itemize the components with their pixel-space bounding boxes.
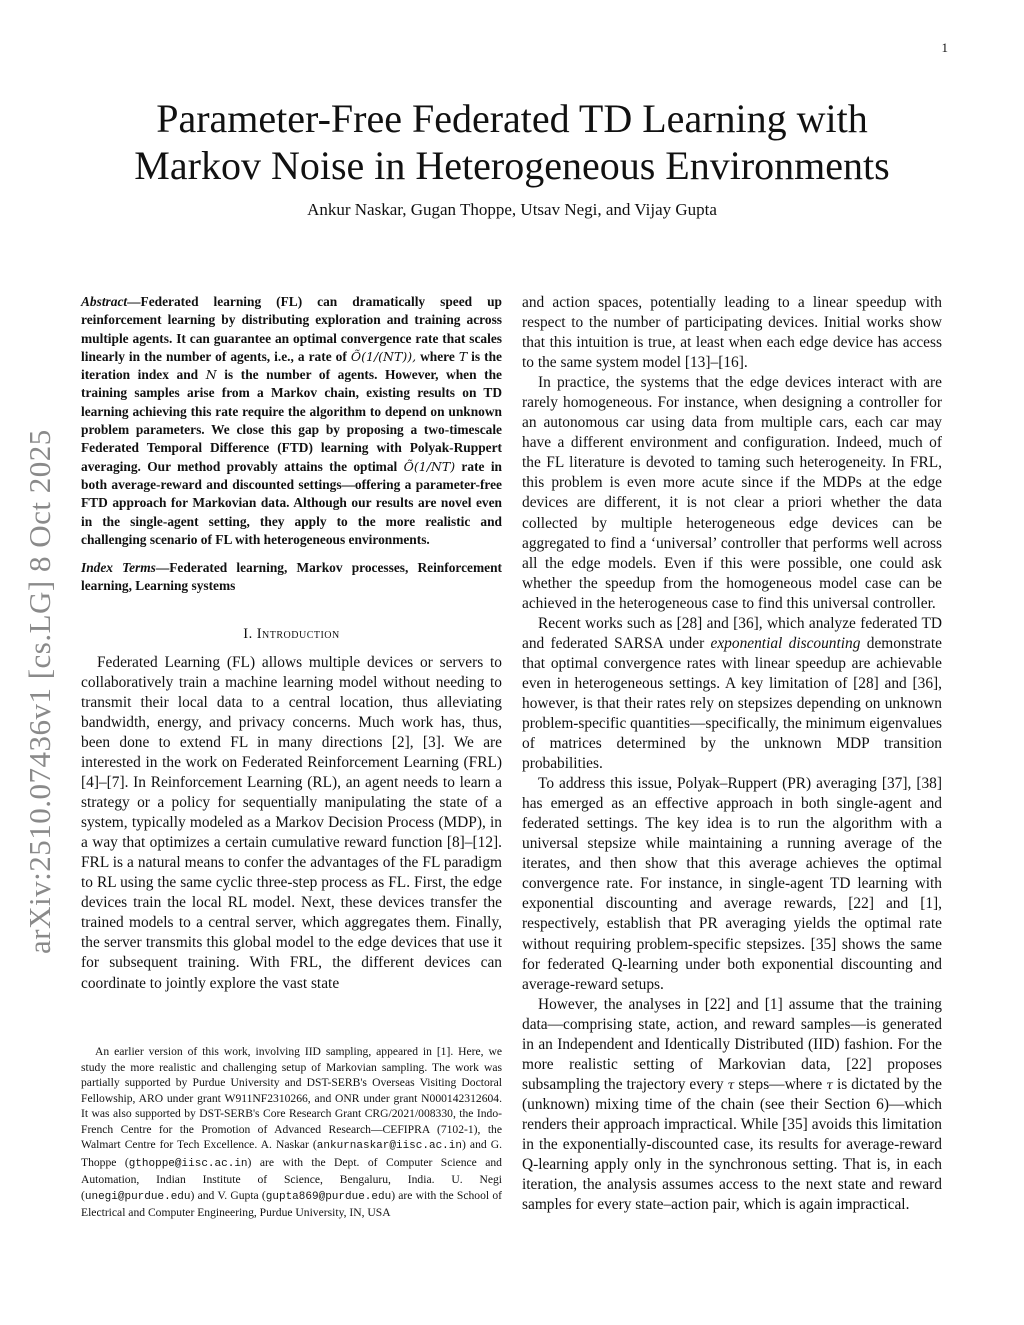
index-terms-text: —Federated learning, Markov processes, Reinforcement learning, Learning systems bbox=[81, 560, 503, 594]
text-run: Recent works such as [28] and [36], which analyze federated TD and federated SARSA under bbox=[522, 614, 942, 652]
math-rate: Õ(1/(NT)), bbox=[350, 348, 417, 364]
paragraph-continuation: and action spaces, potentially leading to a linear speedup with respect to the number of participating devices. Initial works show that this intuition is true, at least when each edge device has access to the same system model [13]–[16]. bbox=[522, 294, 942, 372]
footnote-text: ) are with the School of Electrical and Computer Engineering, Purdue University, IN, USA bbox=[81, 1188, 502, 1219]
paragraph-heterogeneity: In practice, the systems that the edge devices interact with are rarely homogeneous. For instance, when designing a controller for an autonomous car using data from multiple cars, each car may have a different environment and configuration. Indeed, much of the FL literature is devoted to taming such heterogeneity. In FRL, this problem is even more acute since if the MDPs at the edge devices are different, it is not clear a priori whether the data collected by multiple heterogeneous edge devices can be aggregated to find a ‘universal’ controller that performs well across all the edge models. Even if this were possible, one could ask whether the speedup from the homogeneous model case can be achieved in the heterogeneous case to find this universal controller. bbox=[522, 374, 942, 612]
math-T: T bbox=[458, 348, 468, 364]
abstract-text: —Federated learning (FL) can dramatically speed up reinforcement learning by distributing exploration and training across multiple agents. It can guarantee an optimal convergence rate that scales linearly in the number of agents, i.e., a rate of bbox=[81, 294, 502, 364]
footnote bbox=[81, 1044, 502, 1221]
right-column bbox=[522, 293, 942, 1215]
emphasis: exponential discounting bbox=[710, 634, 861, 652]
index-terms bbox=[81, 559, 502, 596]
footnote-text: ) and G. Thoppe ( bbox=[81, 1138, 503, 1169]
intro-paragraph: Federated Learning (FL) allows multiple devices or servers to collaboratively train a machine learning model without needing to transmit their local data to a central location, thus alleviating bandwidth, energy, and privacy concerns. Much work has, thus, been done to extend FL in many directions [2], [3]. We are interested in the work on Federated Reinforcement Learning (FRL) [4]–[7]. In Reinforcement Learning (RL), an agent needs to learn a strategy or a policy for sequentially manipulating the state of a system, typically modeled as a Markov Decision Process (MDP), in a way that optimizes a certain cumulative reward function [8]–[12]. FRL is a natural means to confer the advantages of the FL paradigm to RL using the same cyclic three-step process as FL. First, the edge devices train the local RL model. Next, these devices transfer the trained models to a central server, which aggregates them. Finally, the server transmits this global model to the edge devices that use it for subsequent training. With FRL, the different devices can coordinate to jointly explore the vast state bbox=[81, 653, 502, 992]
right-body bbox=[522, 293, 942, 1215]
paragraph-pr-averaging: To address this issue, Polyak–Ruppert (PR) averaging [37], [38] has emerged as an effective approach in both single-agent and federated settings. The key idea is to run the algorithm with a universal stepsize while maintaining a running average of the iterates, and then show that this average achieves the optimal convergence rate. For instance, in single-agent TD learning with exponential discounting and average rewards, [22] and [1], respectively, establish that PR averaging yields the optimal rate without requiring problem-specific stepsizes. [35] shows the same for federated Q-learning under both exponential discounting and average-reward setups. bbox=[522, 775, 942, 993]
math-rate-2: Õ(1/NT) bbox=[403, 458, 456, 474]
page-number: 1 bbox=[941, 40, 948, 55]
text-run: is dictated by the (unknown) mixing time of the chain (see their Section 6)—which renders their approach impractical. While [35] avoids this limitation in the exponentially-discounted case, its results for average-reward Q-learning apply only in the synchronous setting. That is, in each iteration, the analysis assumes access to the next state and reward samples for every state–action pair, which is again impractical. bbox=[522, 1075, 942, 1214]
abstract-text: rate in both average-reward and discounted settings—offering a parameter-free FTD approach for Markovian data. Although our results are novel even in the single-agent setting, they apply to the more realistic and challenging scenario of FL with heterogeneous environments. bbox=[81, 458, 502, 547]
abstract-text: is the number of agents. However, when the training samples arise from a Markov chain, existing results on TD learning achieving this rate require the algorithm to depend on unknown problem parameters. We close this gap by proposing a two-timescale Federated Temporal Difference (FTD) learning with Polyak-Ruppert averaging. Our method provably attains the optimal bbox=[81, 367, 502, 474]
math-tau: τ bbox=[826, 1076, 834, 1092]
left-column bbox=[81, 293, 502, 994]
text-run: demonstrate that optimal convergence rates with linear speedup are achievable even in heterogeneous settings. A key limitation of [28] and [36], however, is that their rates rely on stepsizes depending on unknown problem-specific quantities—specifically, the minimum eigenvalues of matrices determined by the unknown MDP transition probabilities. bbox=[522, 634, 942, 773]
email-naskar: ankurnaskar@iisc.ac.in bbox=[316, 1140, 462, 1152]
abstract-lead: Abstract bbox=[81, 294, 128, 309]
title-line-2: Markov Noise in Heterogeneous Environments bbox=[134, 143, 890, 188]
author-list: Ankur Naskar, Gugan Thoppe, Utsav Negi, and Vijay Gupta bbox=[307, 200, 717, 219]
section-number: I. bbox=[243, 625, 253, 642]
index-terms-lead: Index Terms bbox=[81, 560, 156, 576]
footnote-text: An earlier version of this work, involving IID sampling, appeared in [1]. Here, we study the more realistic and challenging setup of Markovian sampling. The work was partially supported by Purdue University and DST-SERB's Overseas Visiting Doctoral Fellowship, ARO under grant W911NF2310266, and ONR under grant N000142312604. It was also supported by DST-SERB's Core Research Grant CRG/2021/008330, the Indo-French Centre for the Promotion of Advanced Research—CEFIPRA (7102-1), the Walmart Centre for Tech Excellence. A. Naskar ( bbox=[81, 1045, 502, 1151]
abstract-text: where bbox=[416, 348, 459, 364]
paragraph-recent-works bbox=[522, 614, 942, 774]
section-title: Introduction bbox=[256, 625, 340, 642]
paragraph-markovian bbox=[522, 995, 942, 1216]
math-N: N bbox=[205, 367, 217, 383]
footnote-text: ) are with the Dept. of Computer Science and Automation, Indian Institute of Science, Bengaluru, India. U. Negi ( bbox=[81, 1155, 502, 1202]
title-line-1: Parameter-Free Federated TD Learning with bbox=[156, 96, 868, 141]
section-heading bbox=[81, 626, 502, 643]
arxiv-stamp: arXiv:2510.07436v1 [cs.LG] 8 Oct 2025 bbox=[22, 429, 57, 954]
email-negi: unegi@purdue.edu bbox=[84, 1190, 191, 1203]
footnote-text: ) and V. Gupta ( bbox=[190, 1188, 266, 1202]
text-run: steps—where bbox=[734, 1075, 827, 1093]
intro-body bbox=[81, 653, 502, 994]
text-run: However, the analyses in [22] and [1] assume that the training data—comprising state, action, and reward samples—is generated in an Independent and Identically Distributed (IID) fashion. For the more realistic setting of Markovian data, [22] proposes subsampling the trajectory every bbox=[522, 995, 942, 1093]
abstract bbox=[81, 293, 502, 549]
email-gupta: gupta869@purdue.edu bbox=[265, 1190, 392, 1203]
paper-title bbox=[100, 95, 924, 189]
math-tau: τ bbox=[727, 1076, 735, 1092]
email-thoppe: gthoppe@iisc.ac.in bbox=[128, 1157, 248, 1170]
abstract-text: is the iteration index and bbox=[81, 348, 502, 383]
